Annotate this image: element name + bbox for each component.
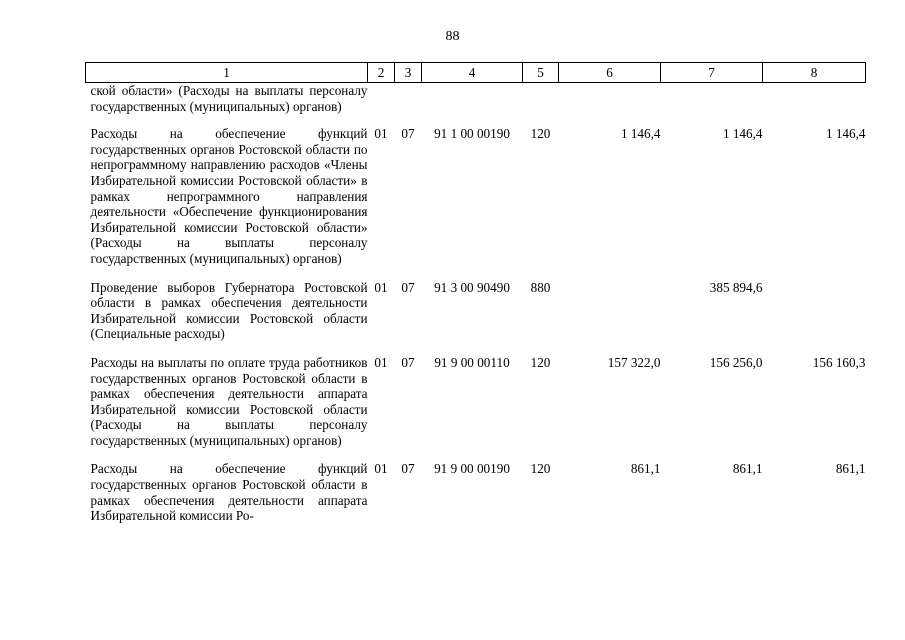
row-value-col6: 157 322,0 (607, 354, 661, 370)
row-target-article: 91 3 00 90490 (434, 279, 510, 295)
row-expense-type: 880 (530, 279, 551, 295)
table-row (86, 280, 866, 355)
row-section (368, 83, 395, 127)
row-expense-type: 120 (530, 461, 551, 477)
row-expense-type (523, 83, 559, 127)
row-subsection (395, 83, 422, 127)
row-value-col8: 156 160,3 (812, 354, 866, 370)
row-section: 01 (374, 279, 388, 295)
row-value-col6 (559, 280, 661, 355)
row-value-col7: 1 146,4 (722, 126, 763, 142)
table-row (86, 355, 866, 462)
table-row (86, 83, 866, 127)
row-value-col6: 1 146,4 (620, 126, 661, 142)
row-value-col8 (763, 280, 866, 355)
row-description: Проведение выборов Губернатора Ростовской области в рамках обеспечения деятельности Избирательной комиссии Ростовской области (Специальные расходы) (90, 279, 368, 342)
row-subsection: 07 (401, 279, 415, 295)
row-section: 01 (374, 126, 388, 142)
row-subsection: 07 (401, 354, 415, 370)
header-col-6: 6 (559, 63, 661, 83)
page-number: 88 (445, 29, 460, 44)
row-subsection: 07 (401, 461, 415, 477)
row-value-col8: 1 146,4 (825, 126, 866, 142)
row-value-col8 (763, 83, 866, 127)
header-col-3: 3 (395, 63, 422, 83)
row-expense-type: 120 (530, 126, 551, 142)
header-col-5: 5 (523, 63, 559, 83)
row-target-article (422, 83, 523, 127)
row-section: 01 (374, 461, 388, 477)
row-description: ской области» (Расходы на выплаты персоналу государственных (муниципальных) органов) (90, 83, 368, 114)
row-value-col6 (559, 83, 661, 127)
row-value-col7: 861,1 (732, 461, 763, 477)
row-value-col7: 385 894,6 (709, 279, 763, 295)
header-col-7: 7 (661, 63, 763, 83)
row-target-article: 91 9 00 00110 (434, 354, 510, 370)
budget-table (85, 62, 866, 537)
row-description: Расходы на выплаты по оплате труда работников государственных органов Ростовской области в рамках обеспечения деятельности аппарата Избирательной комиссии Ростовской области (Расходы на выплаты персоналу государственных (муниципальных) органов) (90, 354, 368, 448)
row-target-article: 91 9 00 00190 (434, 461, 510, 477)
table-row (86, 126, 866, 279)
row-expense-type: 120 (530, 354, 551, 370)
row-subsection: 07 (401, 126, 415, 142)
table-row (86, 461, 866, 536)
row-value-col8: 861,1 (835, 461, 866, 477)
header-col-4: 4 (422, 63, 523, 83)
header-col-2: 2 (368, 63, 395, 83)
row-value-col7 (661, 83, 763, 127)
row-value-col7: 156 256,0 (709, 354, 763, 370)
row-description: Расходы на обеспечение функций государственных органов Ростовской области по непрограммному направлению расходов «Члены Избирательной комиссии Ростовской области» в рамках непрограммного направления деятельности «Обеспечение функционирования Избирательной комиссии Ростовской области» (Расходы на выплаты персоналу государственных (муниципальных) органов) (90, 126, 368, 266)
row-section: 01 (374, 354, 388, 370)
row-value-col6: 861,1 (630, 461, 661, 477)
header-col-8: 8 (763, 63, 866, 83)
row-target-article: 91 1 00 00190 (434, 126, 510, 142)
row-description: Расходы на обеспечение функций государственных органов Ростовской области в рамках обеспечения деятельности аппарата Избирательной комиссии Ро- (90, 461, 368, 524)
header-col-1: 1 (86, 63, 368, 83)
header-row (86, 63, 866, 83)
